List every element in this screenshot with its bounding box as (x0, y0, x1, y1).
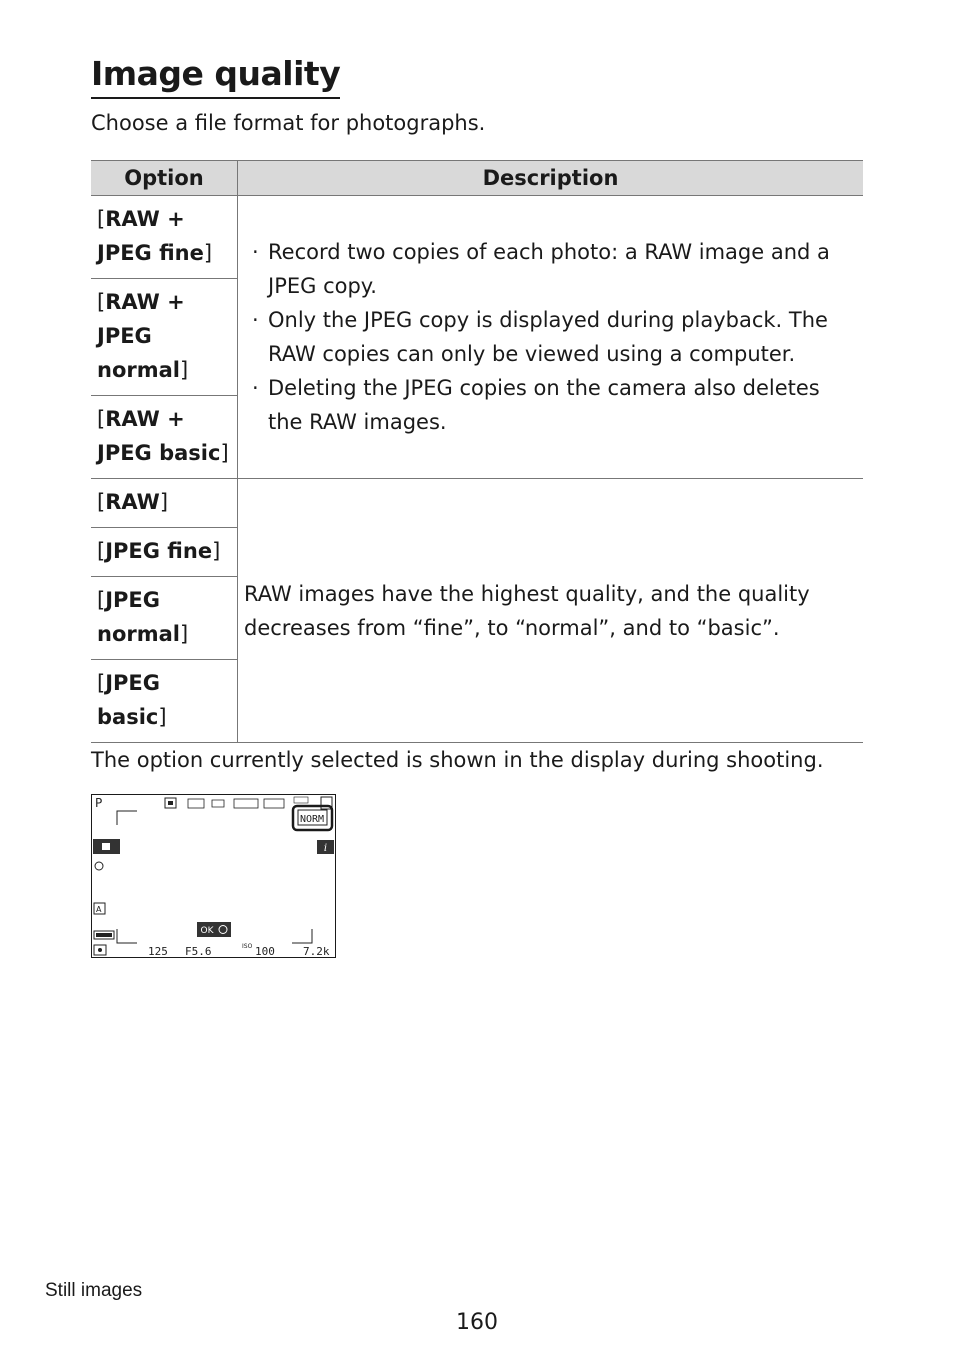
camera-display-illustration (91, 794, 336, 958)
focus-point-icon (94, 945, 106, 955)
option-name: JPEG (105, 588, 160, 612)
option-name: JPEG basic (97, 671, 160, 729)
bullet-icon: · (252, 308, 259, 332)
option-name: JPEG fine (97, 241, 204, 265)
iso-value: 100 (255, 945, 275, 957)
options-table (91, 160, 863, 743)
option-name: RAW + (105, 407, 185, 431)
intro-text: Choose a file format for photographs. (91, 111, 486, 135)
active-dlighting-icon (234, 799, 258, 808)
option-name: RAW (105, 490, 160, 514)
option-name: RAW + (105, 290, 185, 314)
option-cell: [RAW + JPEG fine] (91, 196, 238, 279)
af-mode-icon (188, 799, 204, 808)
svg-text:OK: OK (200, 926, 214, 936)
image-quality-badge: NORM (299, 814, 325, 825)
description-bullets (244, 235, 855, 439)
option-column-header: Option (91, 161, 238, 196)
description-text: RAW images have the highest quality, and the quality decreases from “fine”, to “normal”, and to “basic”. (244, 581, 810, 640)
iso-label: ISO (242, 943, 253, 950)
section-name: Still images (45, 1280, 143, 1301)
list-item (244, 235, 855, 303)
option-cell: [RAW] (91, 479, 238, 528)
table-header-row (91, 161, 863, 196)
display-caption: The option currently selected is shown in the display during shooting. (91, 748, 824, 772)
shooting-mode: P (95, 796, 103, 810)
option-cell: [RAW + JPEG normal] (91, 279, 238, 396)
bullet-text: Only the JPEG copy is displayed during playback. The RAW copies can only be viewed using a computer. (268, 308, 828, 366)
option-cell: [JPEG normal] (91, 577, 238, 660)
page-number: 160 (456, 1310, 498, 1335)
table-row (91, 196, 863, 279)
description-cell (238, 196, 864, 479)
picture-control-icon (94, 903, 105, 914)
description-cell (238, 479, 864, 743)
svg-text:A: A (96, 905, 102, 914)
info-icon (317, 840, 334, 854)
option-name: JPEG (97, 324, 152, 348)
vr-icon (212, 800, 224, 807)
bullet-text: Deleting the JPEG copies on the camera also deletes the RAW images. (268, 376, 820, 434)
shutter-speed: 125 (148, 945, 168, 957)
shots-remaining: 7.2k (303, 945, 330, 957)
option-name: RAW + (105, 207, 185, 231)
option-name: normal (97, 358, 180, 382)
image-size-icon (294, 797, 308, 803)
option-name: normal (97, 622, 180, 646)
battery-icon (94, 931, 114, 939)
svg-text:i: i (323, 843, 328, 854)
aperture: F5.6 (185, 945, 212, 957)
option-cell: [JPEG fine] (91, 528, 238, 577)
description-column-header: Description (238, 161, 864, 196)
page-title: Image quality (91, 54, 340, 99)
bullet-icon: · (252, 376, 259, 400)
table-row (91, 479, 863, 528)
metering-icon (95, 862, 103, 870)
ok-button-icon (197, 922, 231, 937)
option-name: JPEG basic (97, 441, 221, 465)
option-cell: [JPEG basic] (91, 660, 238, 743)
list-item (244, 303, 855, 371)
bullet-text: Record two copies of each photo: a RAW image and a JPEG copy. (268, 240, 830, 298)
wb-icon (264, 799, 284, 808)
option-name: JPEG fine (105, 539, 213, 563)
release-mode-icon (165, 798, 176, 808)
list-item (244, 371, 855, 439)
option-cell: [RAW + JPEG basic] (91, 396, 238, 479)
bullet-icon: · (252, 240, 259, 264)
